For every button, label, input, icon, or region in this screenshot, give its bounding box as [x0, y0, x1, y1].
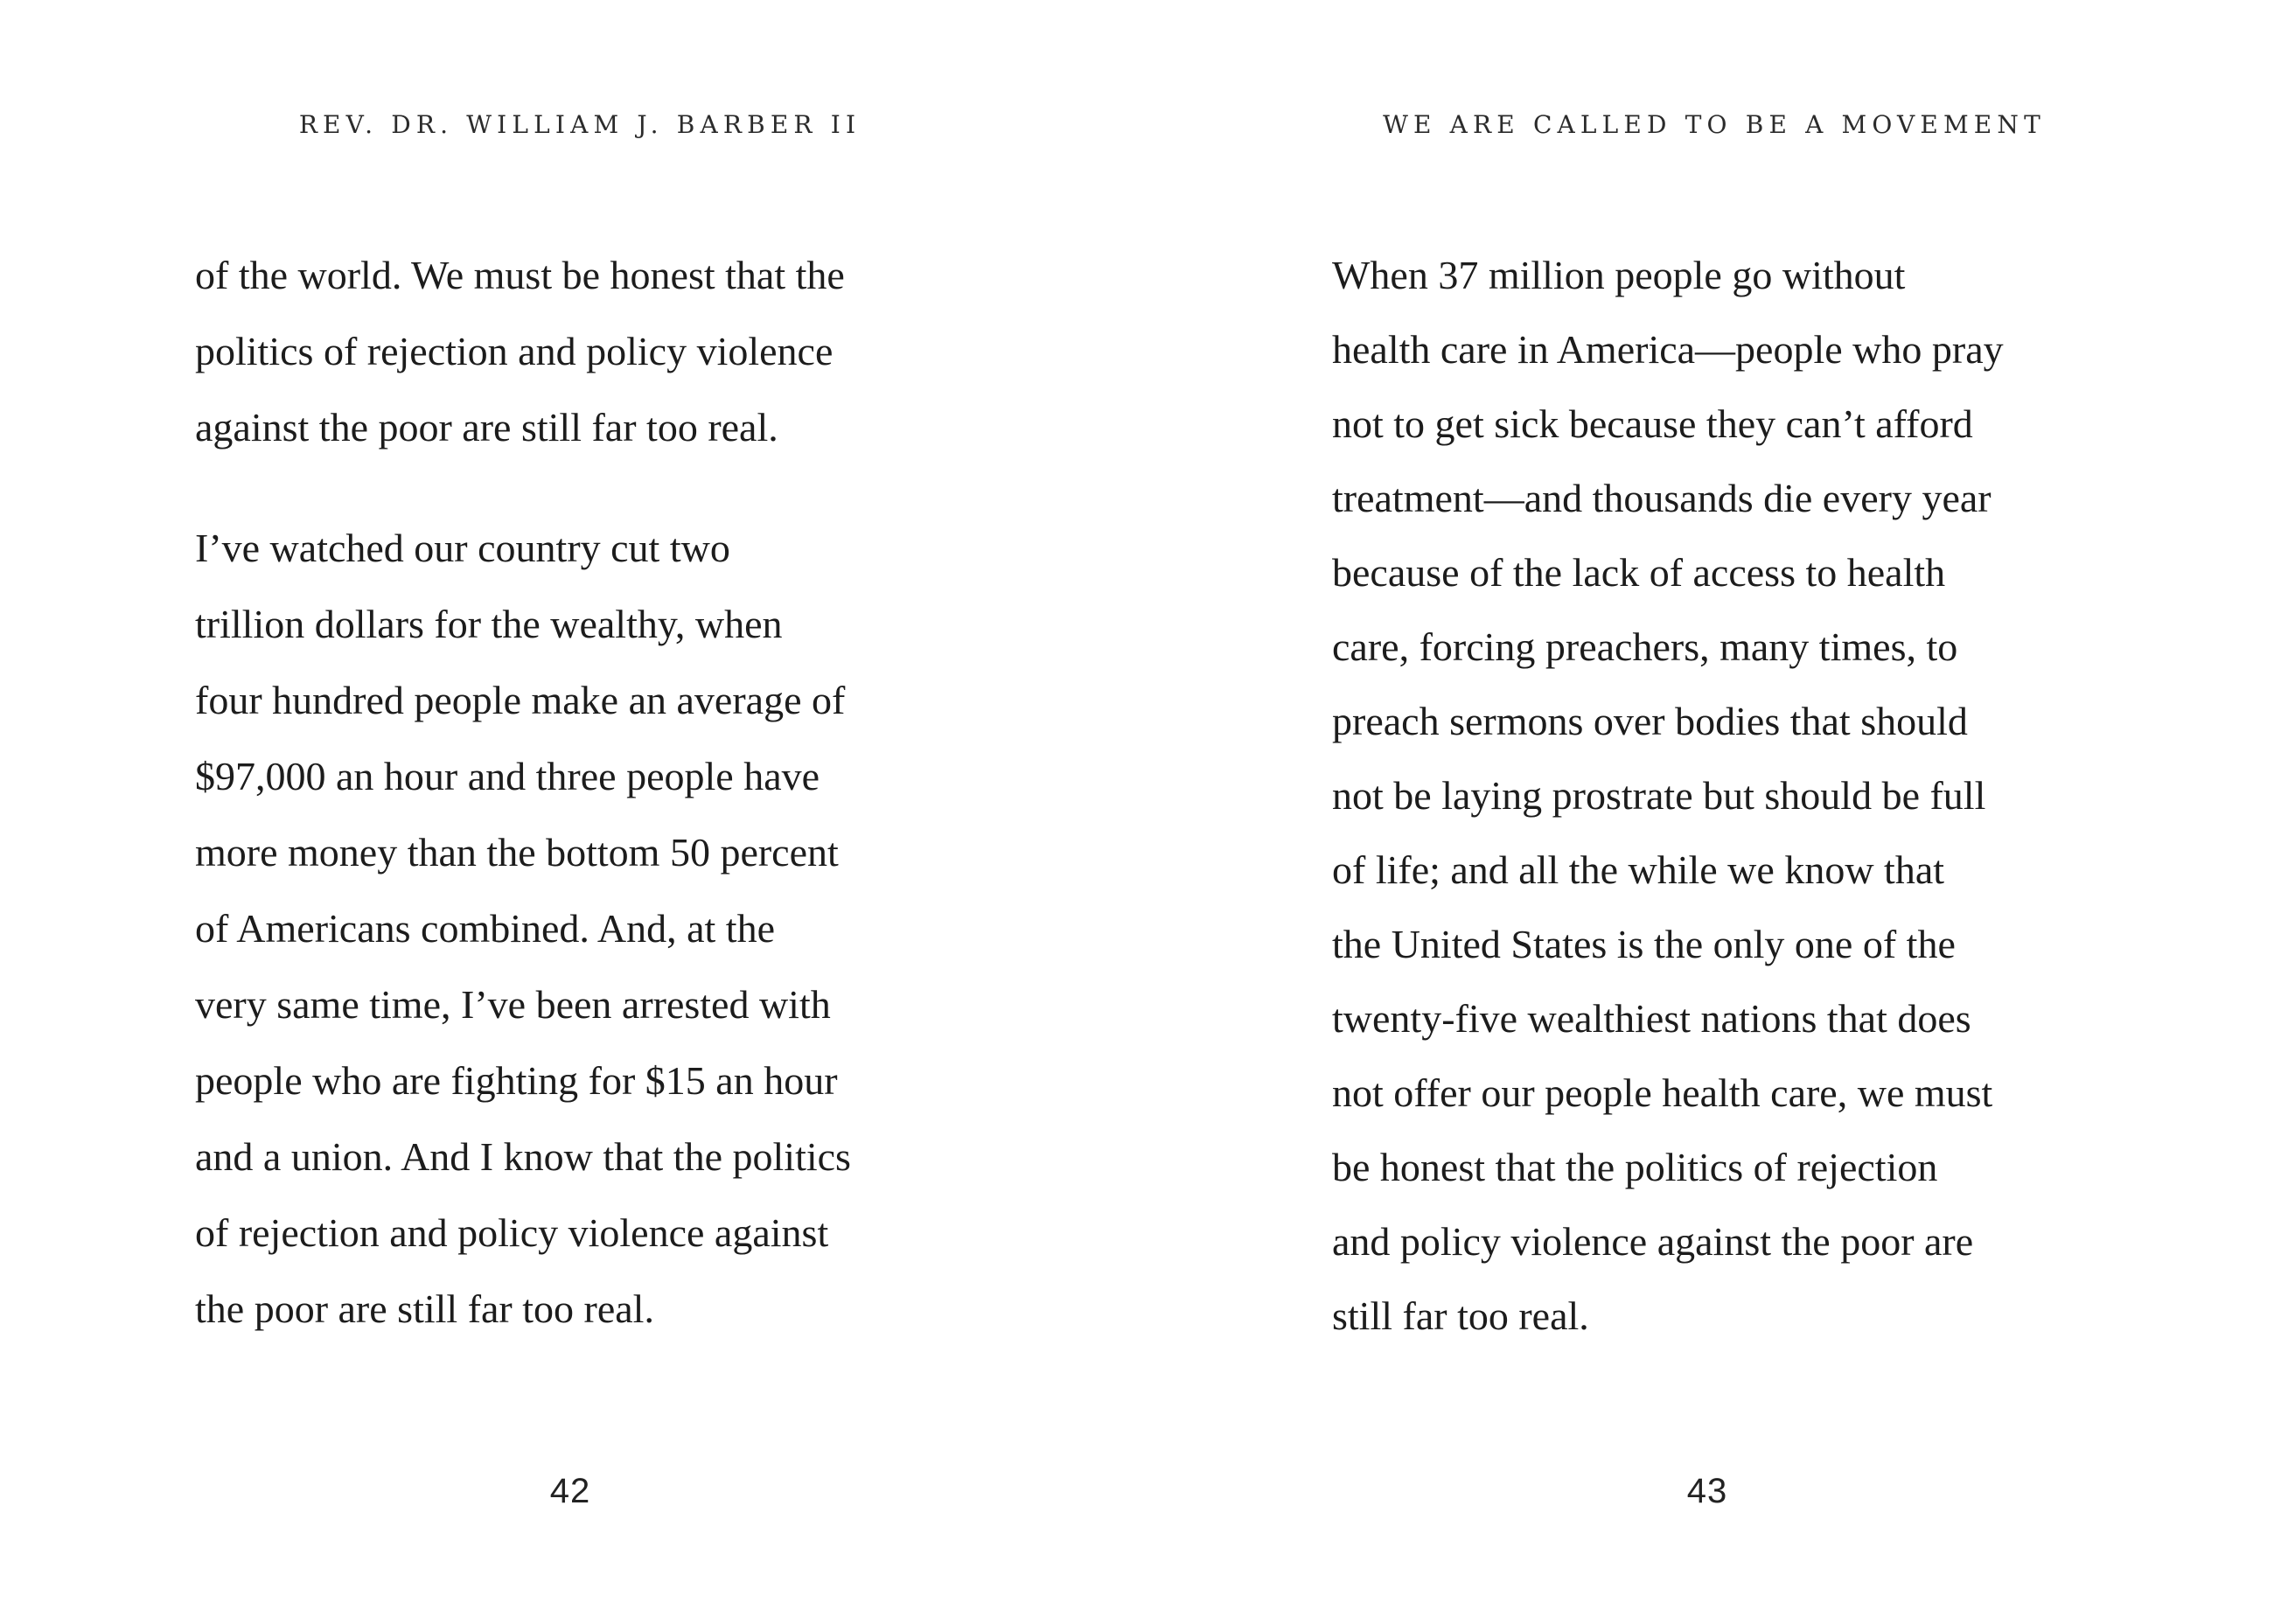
text-line: of Americans combined. And, at the	[195, 906, 776, 951]
text-line: be honest that the politics of rejection	[1332, 1145, 1938, 1189]
text-line: of the world. We must be honest that the	[195, 253, 845, 297]
text-line: still far too real.	[1332, 1293, 1589, 1338]
text-line: trillion dollars for the wealthy, when	[195, 602, 783, 646]
text-line: care, forcing preachers, many times, to	[1332, 624, 1958, 669]
text-line: preach sermons over bodies that should	[1332, 699, 1968, 743]
text-line: and policy violence against the poor are	[1332, 1219, 1974, 1264]
text-line: more money than the bottom 50 percent	[195, 830, 839, 875]
text-line: because of the lack of access to health	[1332, 550, 1946, 595]
text-line: twenty-five wealthiest nations that does	[1332, 996, 1971, 1041]
paragraph	[195, 510, 1008, 1347]
text-line: not be laying prostrate but should be full	[1332, 773, 1986, 818]
text-line: I’ve watched our country cut two	[195, 526, 730, 570]
text-line: health care in America—people who pray	[1332, 327, 2004, 372]
paragraph	[195, 237, 1008, 465]
text-line: very same time, I’ve been arrested with	[195, 982, 831, 1027]
text-line: $97,000 an hour and three people have	[195, 754, 820, 798]
left-page-text-block	[195, 237, 1008, 1347]
text-line: and a union. And I know that the politics	[195, 1134, 851, 1179]
text-line: the United States is the only one of the	[1332, 922, 1956, 966]
text-line: not offer our people health care, we must	[1332, 1070, 1993, 1115]
running-header-book-title: WE ARE CALLED TO BE A MOVEMENT	[1383, 110, 2046, 139]
running-header-author: REV. DR. WILLIAM J. BARBER II	[298, 110, 861, 139]
text-line: treatment—and thousands die every year	[1332, 476, 1991, 520]
text-line: When 37 million people go without	[1332, 253, 1906, 297]
text-line: of life; and all the while we know that	[1332, 847, 1945, 892]
text-line: people who are fighting for $15 an hour	[195, 1058, 838, 1103]
page-number-right: 43	[1686, 1472, 1728, 1510]
text-line: not to get sick because they can’t afford	[1332, 401, 1973, 446]
text-line: against the poor are still far too real.	[195, 405, 778, 450]
text-line: of rejection and policy violence against	[195, 1210, 829, 1255]
text-line: four hundred people make an average of	[195, 678, 846, 722]
page-number-left: 42	[549, 1472, 591, 1510]
text-line: politics of rejection and policy violence	[195, 329, 834, 373]
right-page-text-block	[1332, 238, 2145, 1353]
paragraph	[1332, 238, 2145, 1353]
text-line: the poor are still far too real.	[195, 1286, 654, 1331]
